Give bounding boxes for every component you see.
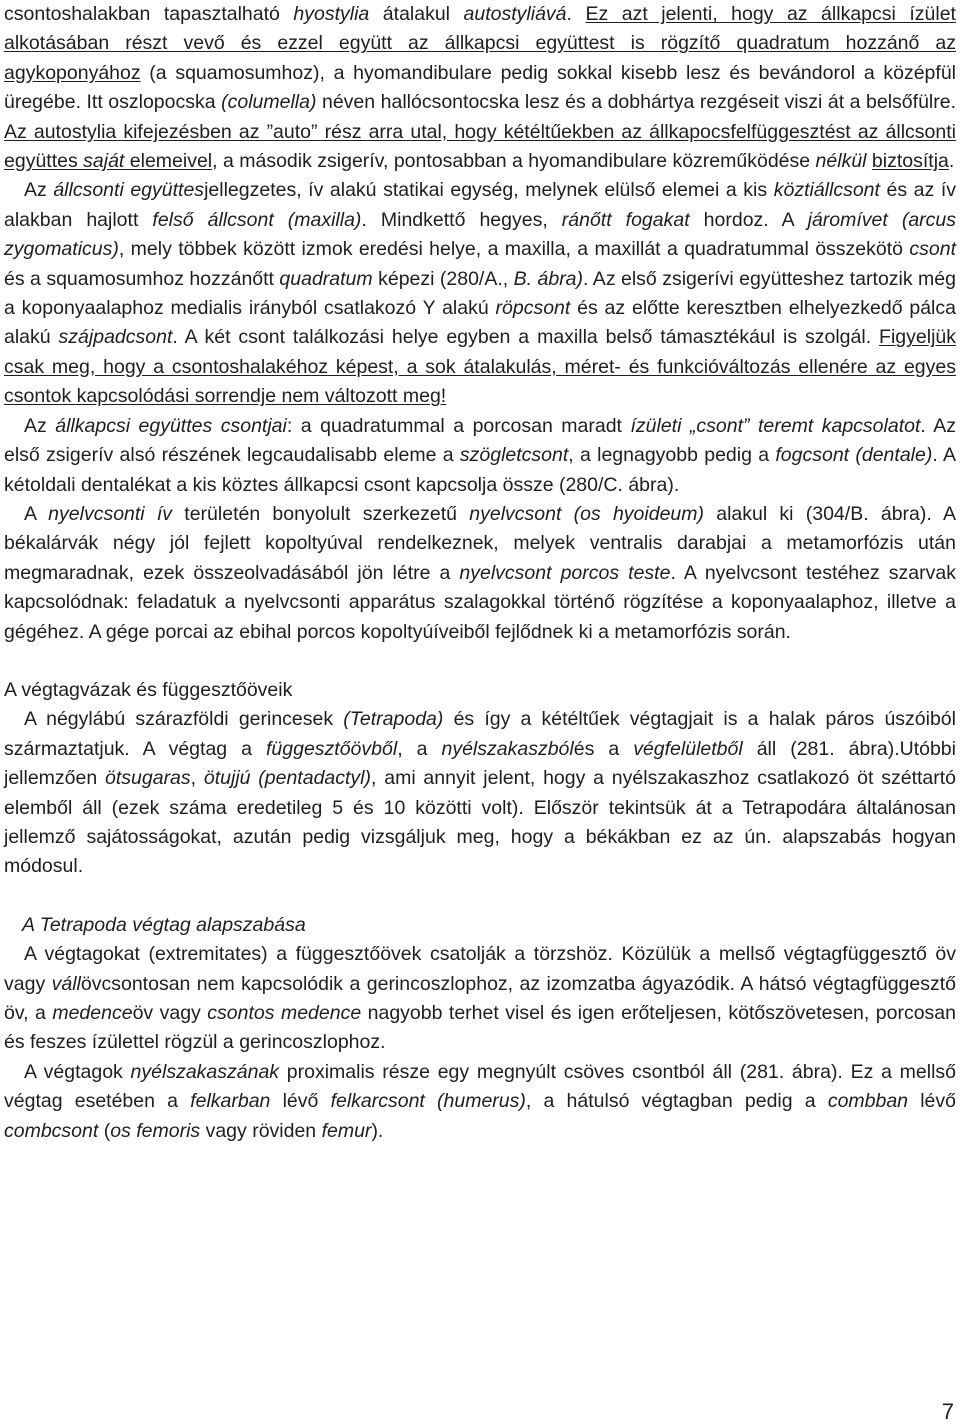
text-run: . Mindkettő hegyes, (361, 208, 562, 231)
text-run: átalakul (369, 3, 464, 25)
text-run: szögletcsont (459, 444, 569, 467)
text-run: hyostylia (293, 3, 370, 25)
text-run: (columella) (221, 91, 317, 114)
paragraph-autostylia (4, 0, 956, 176)
text-run: A (24, 502, 49, 525)
text-run: felkarcsont (humerus) (330, 1090, 526, 1113)
text-run: os femoris (110, 1119, 201, 1142)
text-run: nyelvcsont (os hyoideum) (469, 502, 704, 525)
text-run: . Az első zsigerívi együtteshez tartozik még a koponyaalaphoz medialis irányból csatlakozó Y alakú (4, 267, 956, 320)
paragraph-allcsonti-egyuttes (4, 176, 956, 411)
text-run: . (566, 3, 586, 25)
text-run: nyélszakaszának (130, 1060, 280, 1083)
text-run: felső állcsont (maxilla) (152, 208, 362, 231)
text-run: autostyliává (463, 3, 567, 25)
text-run: alakul ki (304/B. ábra). A békalárvák négy jól fejlett kopoltyúval rendelkeznek, melyek ventralis darabjai a metamorfózis után megmaradnak, ezek összeolvadásából jön létre a (4, 502, 956, 584)
text-run: biztosítja (871, 150, 949, 173)
text-run: ránőtt fogakat (561, 208, 690, 231)
text-run: Az (24, 179, 54, 202)
text-run: , a legnagyobb pedig a (568, 444, 776, 467)
text-run: . A kétoldali dentalékat a kis köztes állkapcsi csont kapcsolja össze (280/C. ábra). (4, 444, 956, 496)
text-run: . (948, 150, 955, 173)
text-run: elemeivel (124, 150, 213, 173)
text-run: ötsugaras (105, 767, 191, 790)
text-run: járomívet (arcus zygomaticus) (4, 208, 957, 261)
text-run: fogcsont (dentale) (775, 444, 933, 467)
text-run: és az előtte keresztben elhelyezkedő pálca alakú (4, 297, 956, 349)
text-run: állcsonti együttes (53, 179, 205, 202)
text-run: . A nyelvcsont testéhez szarvak kapcsolódnak: feladatuk a nyelvcsonti apparátus szalagokkal történő rögzítése a koponyaalaphoz, illetve a gégéhez. A gége porcai az ebihal porcos kopoltyúíveiből fejlődnek ki a metamorfózis során. (4, 561, 956, 643)
section-heading: A végtagvázak és függesztőöveik (4, 678, 293, 701)
text-run: területén bonyolult szerkezetű (172, 502, 470, 525)
text-run: szájpadcsont (58, 326, 173, 349)
text-run: saját (83, 150, 125, 173)
text-run: hordoz. A (689, 208, 808, 231)
paragraph-nyelvcsonti-iv (4, 500, 956, 647)
text-run: , ami annyit jelent, hogy a nyélszakaszhoz csatlakozó öt széttartó elemből áll (ezek száma eredetileg 5 és 10 közötti volt). Először tekintsük át a Tetrapodára általánosan jellemző sajátosságokat, azután pedig vizsgáljuk meg, hogy a békákban ez az ún. alapszabás hogyan módosul. (4, 767, 957, 878)
text-run: . Az első zsigerív alsó részének legcaudalisabb eleme a (4, 414, 956, 467)
text-run: nagyobb terhet visel és igen erőteljesen, kötőszövetesen, porcosan és feszes ízülettel rögzül a gerincoszlophoz. (4, 1002, 956, 1054)
text-run: és így a kétéltűek végtagjait is a halak páros úszóiból származtatjuk. A végtag a (4, 708, 956, 760)
text-run: felkarban (190, 1090, 271, 1113)
text-run: combban (827, 1090, 909, 1113)
text-run: néven hallócsontocska lesz és a dobhártya rezgéseit viszi át a belsőfülre. (316, 91, 957, 114)
text-run: A végtagok (24, 1060, 131, 1083)
text-run: Figyeljük csak meg, hogy a csontoshalakéhoz képest, a sok átalakulás, méret- és funkcióváltozás ellenére az egyes csontok kapcsolódási sorrendje nem változott meg! (4, 326, 956, 408)
text-run: , a hátulsó végtagban pedig a (525, 1090, 828, 1113)
text-run: ). (371, 1119, 384, 1142)
text-run: Az (24, 414, 56, 437)
text-run: áll (281. ábra).Utóbbi jellemzően (4, 737, 956, 790)
text-run: nyélszakaszból (441, 737, 574, 760)
text-run: öv vagy (132, 1002, 208, 1024)
text-run: csont (909, 238, 956, 261)
text-run: csontos medence (207, 1002, 362, 1024)
text-run: lévő (908, 1090, 956, 1113)
text-run: nyelvcsonti ív (48, 502, 173, 525)
text-run: ( (98, 1119, 111, 1142)
text-run: köztiállcsont (773, 179, 880, 202)
text-run: vagy röviden (200, 1119, 322, 1142)
text-run: lévő (270, 1090, 331, 1113)
text-run: , a második zsigerív, pontosabban a hyomandibulare közreműködése (212, 150, 816, 173)
text-run: nélkül (815, 150, 867, 173)
subsection-heading: A Tetrapoda végtag alapszabása (22, 913, 306, 936)
text-run: ötujjú (pentadactyl) (203, 767, 372, 790)
paragraph-tetrapoda-vegtag (4, 705, 956, 881)
text-run: állkapcsi együttes csontjai (55, 414, 287, 437)
text-run: A négylábú szárazföldi gerincesek (24, 708, 344, 731)
text-run: Az autostylia kifejezésben az ”auto” rész arra utal, hogy kétéltűekben az állkapocsfelfüggesztést az állcsonti együttes (4, 120, 956, 173)
text-run: nyelvcsont porcos teste (459, 561, 671, 584)
paragraph-nyelszakasz (4, 1058, 956, 1146)
text-run: és az ív alakban hajlott (4, 179, 956, 231)
text-run: , mely többek között izmok eredési helye, a maxilla, a maxillát a quadratummal összekötö (118, 238, 910, 261)
text-run: proximalis része egy megnyúlt csöves csontból áll (281. ábra). Ez a mellső végtag esetében a (4, 1060, 956, 1113)
text-run: képezi (280/A., (372, 267, 514, 290)
text-run: combcsont (4, 1119, 99, 1142)
text-run: Ez azt jelenti, hogy az állkapcsi ízület alkotásában részt vevő és ezzel együtt az állkapcsi együttest is rögzítő quadratum hozzánő az agykoponyához (4, 3, 956, 84)
text-run: . A két csont találkozási helye egyben a maxilla belső támasztékául is szolgál. (172, 326, 880, 349)
text-run: quadratum (279, 267, 373, 290)
paragraph-allkapcsi-egyuttes (4, 412, 956, 500)
text-run: és a squamosumhoz hozzánőtt (4, 267, 280, 290)
text-run: : a quadratummal a porcosan maradt (286, 414, 631, 437)
text-run: , (190, 767, 204, 790)
text-run: és a (573, 737, 634, 760)
text-run: A végtagokat (extremitates) a függesztőövek csatolják a törzshöz. Közülük a mellső végtagfüggesztő öv vagy (4, 943, 956, 995)
text-run: váll (51, 972, 81, 995)
text-run: végfelületből (633, 737, 743, 760)
text-run: , a (397, 737, 442, 760)
page-number: 7 (941, 1398, 954, 1424)
paragraph-fuggesztoovek (4, 940, 956, 1058)
text-run: femur (321, 1119, 372, 1142)
text-run: csontoshalakban tapasztalható (4, 3, 294, 25)
text-run: B. ábra) (513, 267, 584, 290)
text-run: (Tetrapoda) (343, 708, 444, 731)
text-run: övcsontosan nem kapcsolódik a gerincoszlophoz, az izomzatba ágyazódik. A hátsó végtagfüggesztő öv, a (4, 972, 957, 1024)
text-run: röpcsont (495, 297, 571, 320)
text-run: függesztőövből (266, 737, 398, 760)
text-run: medence (52, 1002, 133, 1024)
text-run: ízületi „csont” teremt kapcsolatot (630, 414, 921, 437)
text-run: jellegzetes, ív alakú statikai egység, melynek elülső elemei a kis (204, 179, 774, 202)
text-run: (a squamosumhoz), a hyomandibulare pedig sokkal kisebb lesz és bevándorol a középfül üregébe. Itt oszlopocska (4, 61, 956, 114)
